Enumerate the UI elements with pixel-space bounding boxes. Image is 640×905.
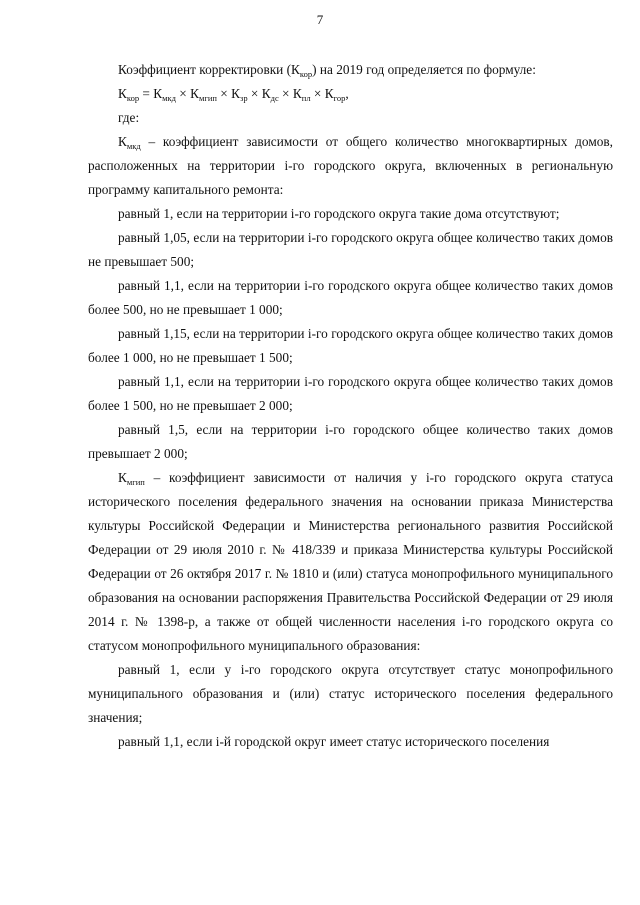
document-body: [88, 58, 613, 754]
paragraph-kmkd-value-1-05: равный 1,05, если на территории i-го городского округа общее количество таких домов не превышает 500;: [88, 230, 613, 269]
paragraph-kmkd-value-1-1-second: равный 1,1, если на территории i-го городского округа общее количество таких домов более 1 500, но не превышает 2 000;: [88, 374, 613, 413]
paragraph-formula: $К_{кор} = К_{мкд} \times К_{мгип} \times К_{зр} \times К_{дс} \times К_{пл} \times К_{гор}$,: [118, 86, 349, 103]
paragraph-kmkd-value-1: равный 1, если на территории i-го городского округа такие дома отсутствуют;: [118, 206, 560, 221]
paragraph-kmgip-value-1-1: равный 1,1, если i-й городской округ имеет статус исторического поселения: [118, 734, 550, 749]
paragraph-kmgip-value-1: равный 1, если у i-го городского округа отсутствует статус монопрофильного муниципального образования и (или) статус исторического поселения федерального значения;: [88, 662, 613, 725]
paragraph-kmkd-definition: $К_{мкд}$ – коэффициент зависимости от общего количество многоквартирных домов, расположенных на территории i-го городского округа, включенных в региональную программу капитального ремонта:: [88, 134, 613, 197]
paragraph-where: где:: [118, 110, 140, 125]
paragraph-kmkd-value-1-5: равный 1,5, если на территории i-го городского общее количество таких домов превышает 2 000;: [88, 422, 613, 461]
paragraph-coefficient-intro: Коэффициент корректировки $(К_{кор})$ на 2019 год определяется по формуле:: [118, 62, 536, 79]
paragraph-kmkd-value-1-15: равный 1,15, если на территории i-го городского округа общее количество таких домов более 1 000, но не превышает 1 500;: [88, 326, 613, 365]
paragraph-kmkd-value-1-1: равный 1,1, если на территории i-го городского округа общее количество таких домов более 500, но не превышает 1 000;: [88, 278, 613, 317]
paragraph-kmgip-definition: $К_{мгип}$ – коэффициент зависимости от наличия у i-го городского округа статуса исторического поселения федерального значения на основании приказа Министерства культуры Российской Федерации и Министерства регионального развития Российской Федерации от 29 июля 2010 г. № 418/339 и приказа Министерства культуры Российской Федерации от 26 октября 2017 г. № 1810 и (или) статуса монопрофильного муниципального образования на основании распоряжения Правительства Российской Федерации от 29 июля 2014 г. № 1398-р, а также от общей численности населения i-го городского округа со статусом монопрофильного муниципального образования:: [88, 470, 613, 653]
page-number: 7: [316, 12, 324, 27]
